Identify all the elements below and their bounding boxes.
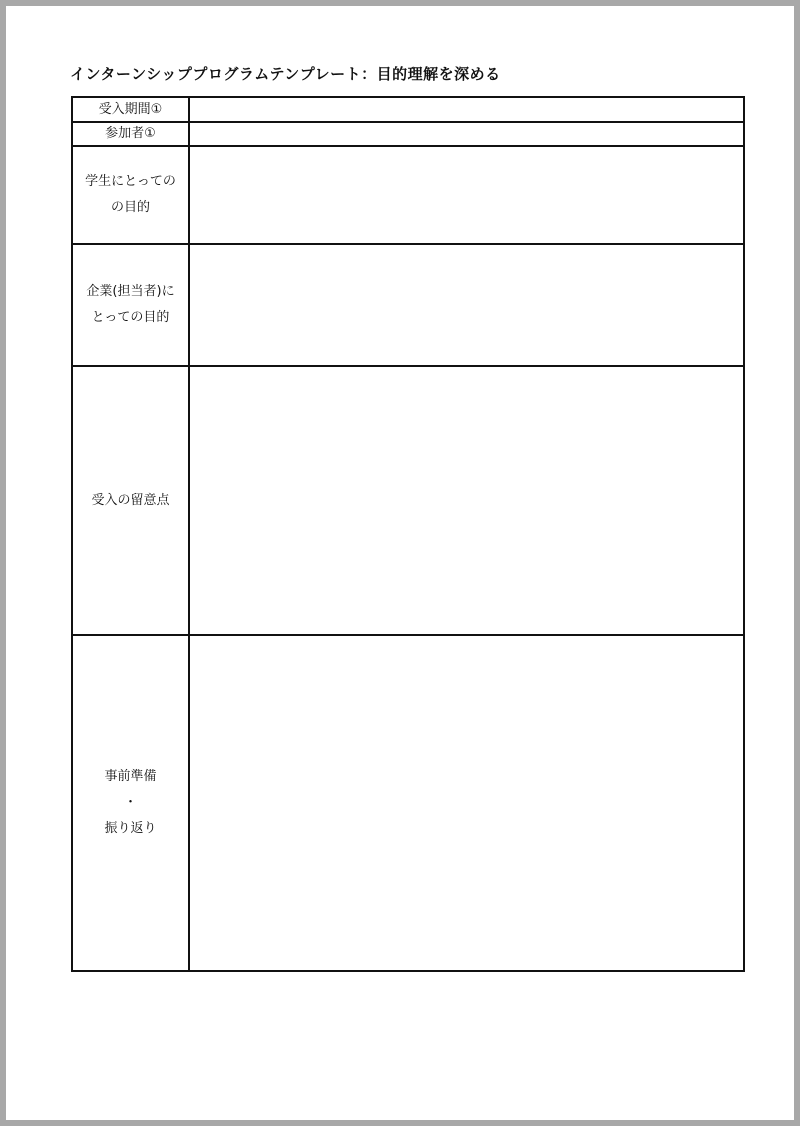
form-row-period [72,97,744,122]
row-label-prep-review [72,635,189,971]
row-label-company-purpose [72,244,189,366]
participants-field[interactable] [189,122,744,146]
document-title: インターンシッププログラムテンプレート：目的理解を深める [70,65,501,83]
row-label-line: の目的 [110,200,150,215]
row-label-line: とっての目的 [91,310,170,325]
row-label-line: 振り返り [104,821,157,836]
form-row-company-purpose [72,244,744,366]
row-label-line: 参加者① [105,126,156,141]
form-row-notes [72,366,744,635]
row-label-line: 受入期間① [98,102,163,117]
company-purpose-field[interactable] [189,244,744,366]
row-label-participants [72,122,189,146]
row-label-line: ・ [123,795,137,810]
row-label-line: 学生にとっての [85,174,176,189]
prep-review-field[interactable] [189,635,744,971]
row-label-line: 企業(担当者)に [86,284,175,299]
row-label-line: 受入の留意点 [91,492,170,508]
form-row-participants [72,122,744,146]
period-field[interactable] [189,97,744,122]
row-label-student-purpose [72,146,189,244]
form-row-student-purpose [72,146,744,244]
internship-form-table [71,96,745,972]
row-label-line: 事前準備 [104,769,157,784]
form-row-prep-review [72,635,744,971]
student-purpose-field[interactable] [189,146,744,244]
row-label-period [72,97,189,122]
notes-field[interactable] [189,366,744,635]
row-label-notes [72,366,189,635]
